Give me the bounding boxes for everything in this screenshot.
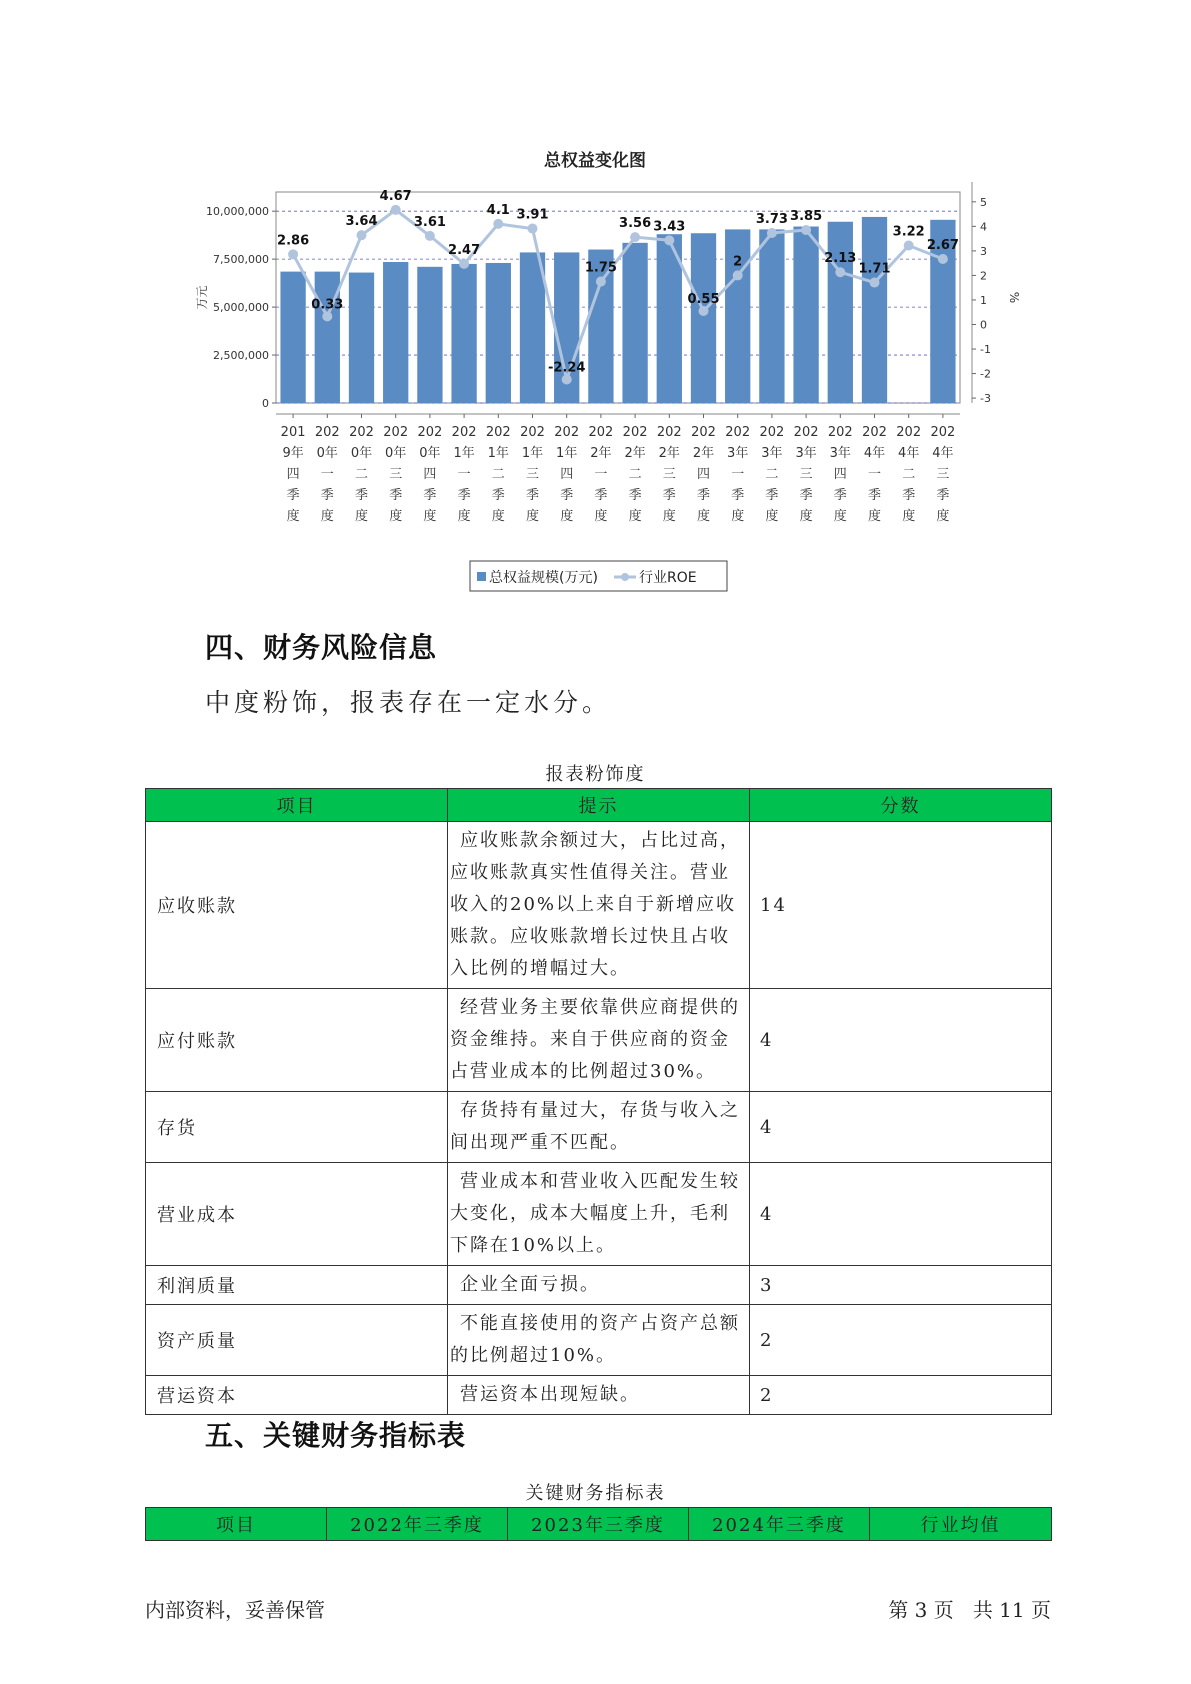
x-tick-label-line: 季 (696, 488, 711, 503)
roe-data-label: 3.64 (345, 214, 378, 230)
equity-bar (862, 217, 887, 403)
risk-table-header (146, 789, 1052, 822)
x-tick-label-line: 四 (696, 467, 711, 482)
roe-data-label: 2.86 (277, 233, 310, 249)
roe-data-label: 2.67 (926, 237, 959, 253)
x-tick-label-line: 4年 (863, 446, 886, 461)
roe-data-label: -2.24 (547, 360, 586, 376)
row-item: 利润质量 (146, 1266, 448, 1305)
roe-point (835, 267, 845, 277)
x-tick-label-line: 季 (902, 488, 916, 503)
x-tick-label (896, 425, 921, 524)
table-row (146, 1092, 1052, 1163)
roe-data-label: 2.47 (448, 242, 481, 258)
x-tick-label (930, 425, 955, 524)
x-tick-label (759, 425, 784, 524)
x-tick-label-line: 度 (833, 509, 847, 524)
x-tick-label-line: 三 (389, 467, 403, 482)
y2-tick-label: -2 (980, 367, 991, 381)
y-axis-label: 万元 (195, 285, 209, 310)
x-tick-label-line: 一 (594, 467, 608, 482)
x-tick-label-line: 季 (320, 488, 334, 503)
x-tick-label-line: 度 (423, 509, 437, 524)
equity-bar (315, 272, 340, 403)
x-tick-label-line: 二 (902, 467, 916, 482)
x-tick-label (417, 425, 442, 524)
roe-point (870, 278, 880, 288)
y-tick-label: 5,000,000 (213, 301, 269, 315)
x-tick-label-line: 202 (725, 425, 751, 440)
x-tick-label-line: 度 (765, 509, 779, 524)
y2-tick-label: -3 (980, 392, 991, 406)
x-tick-label-line: 202 (759, 425, 785, 440)
roe-point (767, 228, 777, 238)
x-tick-label-line: 2年 (658, 446, 680, 461)
x-tick-label-line: 度 (525, 509, 540, 524)
row-item: 应付账款 (146, 989, 448, 1092)
roe-data-label: 3.85 (790, 209, 823, 225)
roe-point (938, 254, 948, 264)
roe-data-label: 2 (733, 254, 743, 270)
risk-table (145, 788, 1052, 1415)
x-tick-label-line: 季 (594, 488, 608, 503)
y2-tick-label: 5 (980, 195, 987, 209)
x-tick-label (520, 425, 545, 524)
x-tick-label-line: 四 (286, 467, 300, 482)
x-tick-label-line: 三 (936, 467, 950, 482)
equity-bar (486, 263, 511, 403)
x-tick-label-line: 202 (862, 425, 887, 440)
x-tick-label (794, 425, 819, 524)
y2-axis-label: % (1007, 291, 1021, 304)
x-tick-label-line: 0年 (419, 446, 441, 461)
equity-bar (383, 262, 408, 403)
x-tick-label-line: 4年 (932, 446, 954, 461)
row-hint: 应收账款余额过大，占比过高，应收账款真实性值得关注。营业收入的20%以上来自于新增应收账款。应收账款增长过快且占收入比例的增幅过大。 (448, 822, 750, 989)
x-tick-label-line: 季 (662, 488, 676, 503)
x-tick-label-line: 度 (936, 509, 950, 524)
x-tick-label-line: 季 (560, 488, 574, 503)
x-tick-label-line: 度 (902, 509, 916, 524)
x-tick-label (725, 425, 750, 524)
roe-point (493, 219, 503, 229)
roe-data-label: 3.61 (413, 214, 446, 230)
x-tick-label-line: 季 (423, 488, 437, 503)
x-tick-label (691, 425, 716, 524)
row-hint: 营运资本出现短缺。 (448, 1376, 750, 1415)
y2-tick-label: -1 (980, 343, 991, 357)
x-tick-label-line: 度 (560, 509, 574, 524)
row-hint: 不能直接使用的资产占资产总额的比例超过10%。 (448, 1305, 750, 1376)
roe-data-label: 3.91 (516, 207, 549, 223)
x-tick-label-line: 度 (867, 509, 882, 524)
x-tick-label-line: 四 (833, 467, 847, 482)
x-tick-label-line: 度 (320, 509, 334, 524)
footer-page-number: 第 3 页 共 11 页 (888, 1598, 1051, 1622)
roe-point (596, 277, 606, 287)
table-row (146, 1266, 1052, 1305)
x-tick-label-line: 1年 (556, 446, 578, 461)
x-tick-label-line: 三 (662, 467, 676, 482)
roe-point (630, 232, 640, 242)
x-tick-label-line: 季 (731, 488, 745, 503)
y2-tick-label: 4 (980, 220, 987, 234)
x-tick-label (554, 425, 579, 524)
roe-point (357, 230, 367, 240)
row-score: 3 (750, 1266, 1052, 1305)
roe-point (904, 240, 914, 250)
roe-data-label: 0.33 (311, 297, 344, 313)
equity-chart (180, 140, 1021, 610)
roe-data-label: 0.55 (687, 291, 720, 307)
legend-line-marker (621, 573, 629, 581)
x-tick-label-line: 202 (827, 425, 853, 440)
row-item: 资产质量 (146, 1305, 448, 1376)
x-tick-label-line: 202 (349, 425, 374, 440)
x-tick-label (657, 425, 682, 524)
header-hint: 提示 (448, 789, 750, 822)
row-item: 存货 (146, 1092, 448, 1163)
roe-point (322, 311, 332, 321)
roe-point (391, 205, 401, 215)
x-tick-label-line: 度 (389, 509, 403, 524)
risk-summary: 中度粉饰，报表存在一定水分。 (205, 688, 612, 717)
roe-point (288, 249, 298, 259)
y-tick-label: 10,000,000 (206, 205, 269, 219)
x-tick-label-line: 度 (491, 509, 505, 524)
y-tick-label: 7,500,000 (213, 253, 269, 267)
x-tick-label-line: 四 (423, 467, 437, 482)
x-tick-label-line: 季 (286, 488, 300, 503)
row-score: 14 (750, 822, 1052, 989)
x-tick-label-line: 季 (867, 488, 882, 503)
x-tick-label-line: 202 (451, 425, 477, 440)
legend-bar-swatch (477, 572, 486, 581)
y2-tick-label: 2 (980, 269, 987, 283)
row-score: 2 (750, 1305, 1052, 1376)
roe-point (664, 235, 674, 245)
header-item: 项目 (146, 1508, 327, 1541)
x-tick-label-line: 202 (417, 425, 443, 440)
risk-table-caption: 报表粉饰度 (545, 764, 646, 785)
x-tick-label-line: 季 (799, 488, 813, 503)
x-tick-label-line: 3年 (829, 446, 851, 461)
x-tick-label-line: 四 (560, 467, 574, 482)
x-tick-label (315, 425, 340, 524)
x-tick-label-line: 3年 (727, 446, 749, 461)
key-table-header (146, 1508, 1052, 1541)
roe-data-label: 3.73 (755, 211, 788, 227)
roe-data-label: 1.75 (584, 260, 617, 276)
roe-point (801, 225, 811, 235)
x-tick-label-line: 季 (525, 488, 540, 503)
table-row (146, 989, 1052, 1092)
roe-data-label: 2.13 (824, 251, 857, 267)
equity-bar (451, 264, 476, 403)
x-tick-label (623, 425, 648, 524)
x-tick-label-line: 2年 (624, 446, 646, 461)
row-score: 4 (750, 1163, 1052, 1266)
row-hint: 营业成本和营业收入匹配发生较大变化，成本大幅度上升，毛利下降在10%以上。 (448, 1163, 750, 1266)
x-tick-label (486, 425, 511, 524)
x-tick-label-line: 2年 (590, 446, 612, 461)
x-tick-label-line: 202 (896, 425, 922, 440)
key-metrics-table (145, 1507, 1052, 1541)
x-tick-label-line: 度 (662, 509, 676, 524)
equity-bar (828, 222, 853, 403)
x-tick-label (349, 425, 374, 524)
x-tick-label-line: 二 (354, 467, 369, 482)
table-row (146, 1376, 1052, 1415)
y2-tick-label: 0 (980, 318, 987, 332)
x-tick-label (452, 425, 477, 524)
row-score: 2 (750, 1376, 1052, 1415)
equity-bar (759, 229, 784, 403)
x-tick-label-line: 季 (457, 488, 471, 503)
equity-bar (793, 227, 818, 403)
y2-tick-label: 3 (980, 244, 987, 258)
x-tick-label-line: 1年 (453, 446, 475, 461)
roe-point (528, 224, 538, 234)
row-item: 营运资本 (146, 1376, 448, 1415)
header-2024q3: 2024年三季度 (689, 1508, 870, 1541)
x-tick-label (862, 425, 887, 524)
roe-point (562, 374, 572, 384)
table-row (146, 822, 1052, 989)
footer-confidential: 内部资料，妥善保管 (145, 1598, 325, 1622)
x-tick-label-line: 0年 (316, 446, 338, 461)
chart-title: 总权益变化图 (544, 151, 646, 171)
x-tick-label (828, 425, 853, 524)
roe-data-label: 3.43 (653, 219, 686, 235)
y-tick-label: 0 (262, 397, 269, 410)
x-tick-label-line: 度 (799, 509, 813, 524)
x-tick-label-line: 季 (765, 488, 779, 503)
x-tick-label-line: 202 (554, 425, 580, 440)
x-tick-label-line: 一 (320, 467, 334, 482)
row-hint: 企业全面亏损。 (448, 1266, 750, 1305)
row-score: 4 (750, 989, 1052, 1092)
x-tick-label-line: 度 (354, 509, 369, 524)
equity-bar (622, 243, 647, 403)
x-tick-label-line: 季 (628, 488, 642, 503)
roe-data-label: 4.67 (379, 188, 412, 204)
y-tick-label: 2,500,000 (213, 349, 269, 363)
header-2023q3: 2023年三季度 (508, 1508, 689, 1541)
x-tick-label-line: 二 (628, 467, 642, 482)
x-tick-label-line: 季 (936, 488, 950, 503)
equity-bar (349, 273, 374, 403)
roe-data-label: 3.22 (892, 224, 925, 240)
row-item: 营业成本 (146, 1163, 448, 1266)
x-tick-label-line: 202 (520, 425, 545, 440)
x-tick-label-line: 9年 (282, 446, 304, 461)
x-tick-label-line: 度 (628, 509, 642, 524)
equity-chart-svg (180, 140, 1021, 610)
row-score: 4 (750, 1092, 1052, 1163)
x-tick-label-line: 二 (491, 467, 505, 482)
header-2022q3: 2022年三季度 (327, 1508, 508, 1541)
key-table-caption: 关键财务指标表 (525, 1483, 666, 1504)
section4-title: 四、财务风险信息 (205, 631, 438, 664)
x-tick-label-line: 0年 (350, 446, 373, 461)
x-tick-label-line: 1年 (487, 446, 509, 461)
x-tick-label-line: 一 (867, 467, 882, 482)
x-tick-label-line: 二 (765, 467, 779, 482)
x-tick-label-line: 度 (286, 509, 300, 524)
x-tick-label (588, 425, 613, 524)
header-score: 分数 (750, 789, 1052, 822)
equity-bar (691, 233, 716, 403)
x-tick-label-line: 度 (457, 509, 471, 524)
x-tick-label-line: 一 (731, 467, 745, 482)
x-tick-label-line: 202 (383, 425, 409, 440)
x-tick-label-line: 2年 (692, 446, 715, 461)
x-tick-label-line: 4年 (898, 446, 920, 461)
roe-point (425, 231, 435, 241)
x-tick-label-line: 3年 (761, 446, 783, 461)
x-tick-label-line: 季 (491, 488, 505, 503)
legend-bar-label: 总权益规模(万元) (489, 570, 598, 586)
roe-point (459, 259, 469, 269)
x-tick-label-line: 202 (314, 425, 340, 440)
header-item: 项目 (146, 789, 448, 822)
y2-tick-label: 1 (980, 293, 987, 307)
x-tick-label-line: 0年 (385, 446, 407, 461)
x-tick-label-line: 三 (525, 467, 540, 482)
x-tick-label-line: 季 (389, 488, 403, 503)
equity-bar (520, 252, 545, 403)
x-tick-label-line: 季 (833, 488, 847, 503)
x-tick-label-line: 202 (485, 425, 511, 440)
row-hint: 存货持有量过大，存货与收入之间出现严重不匹配。 (448, 1092, 750, 1163)
x-tick-label-line: 202 (930, 425, 956, 440)
legend-line-label: 行业ROE (639, 570, 697, 586)
x-tick-label-line: 三 (799, 467, 813, 482)
roe-point (733, 270, 743, 280)
roe-data-label: 4.1 (486, 202, 510, 218)
x-tick-label (281, 425, 306, 524)
x-tick-label-line: 201 (280, 425, 306, 440)
row-item: 应收账款 (146, 822, 448, 989)
roe-data-label: 3.56 (619, 216, 652, 232)
x-tick-label-line: 202 (656, 425, 682, 440)
equity-bar (280, 272, 305, 403)
roe-data-label: 1.71 (858, 261, 891, 277)
x-tick-label-line: 202 (588, 425, 614, 440)
row-hint: 经营业务主要依靠供应商提供的资金维持。来自于供应商的资金占营业成本的比例超过30%。 (448, 989, 750, 1092)
x-tick-label-line: 3年 (795, 446, 817, 461)
x-tick-label-line: 202 (691, 425, 716, 440)
table-row (146, 1163, 1052, 1266)
table-row (146, 1305, 1052, 1376)
x-tick-label-line: 202 (793, 425, 819, 440)
header-industry-avg: 行业均值 (870, 1508, 1052, 1541)
x-tick-label-line: 度 (696, 509, 711, 524)
x-tick-label-line: 1年 (521, 446, 544, 461)
x-tick-label-line: 一 (457, 467, 471, 482)
x-tick-label-line: 度 (594, 509, 608, 524)
x-tick-label-line: 季 (354, 488, 369, 503)
roe-point (699, 306, 709, 316)
x-tick-label-line: 度 (731, 509, 745, 524)
x-tick-label-line: 202 (622, 425, 648, 440)
section5-title: 五、关键财务指标表 (205, 1419, 467, 1452)
equity-bar (417, 267, 442, 403)
x-tick-label (383, 425, 408, 524)
